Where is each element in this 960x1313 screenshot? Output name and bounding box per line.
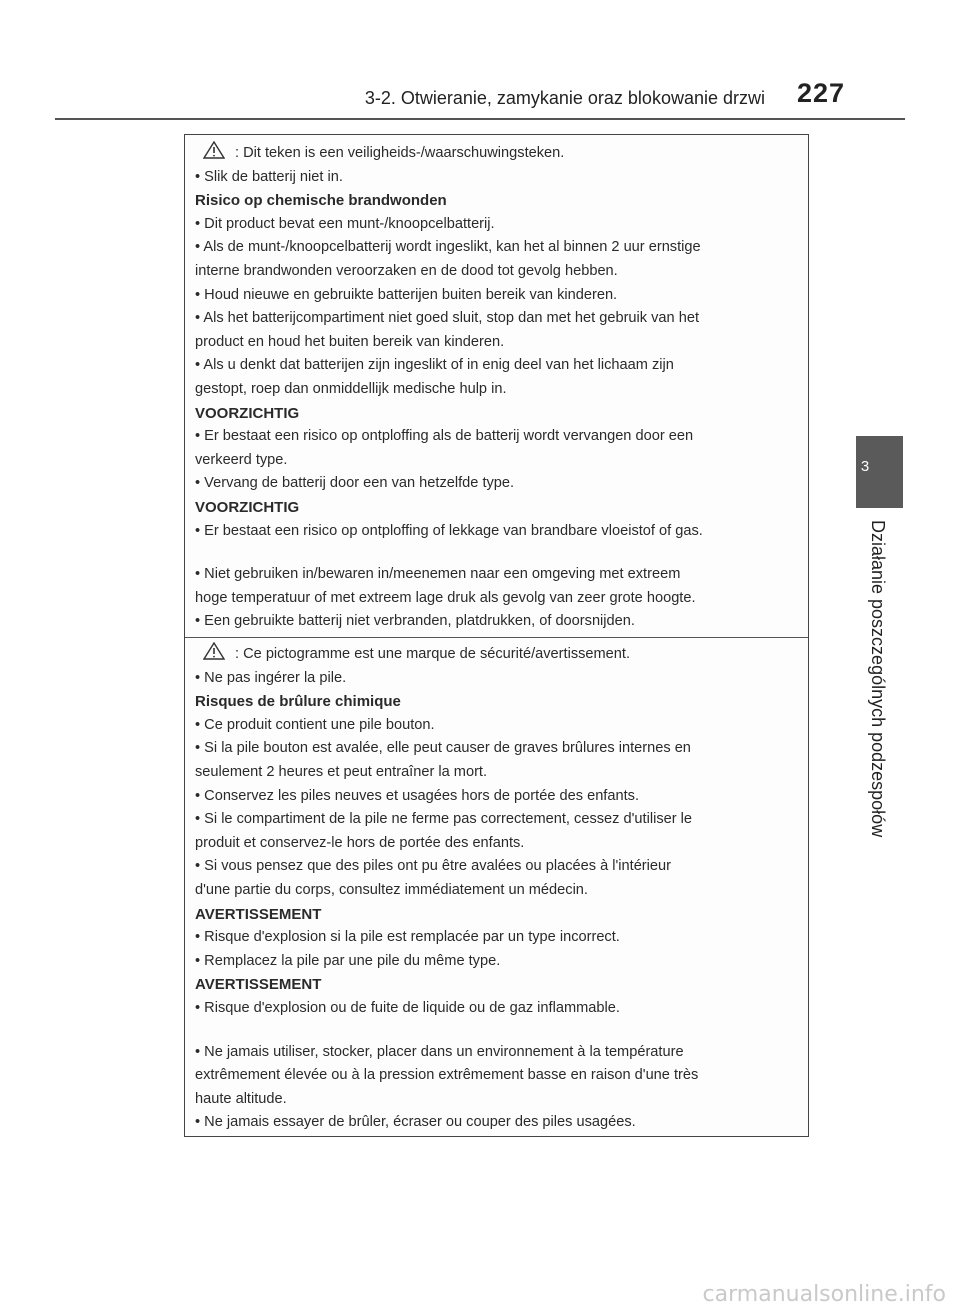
notice-line: • Slik de batterij niet in.	[195, 168, 343, 185]
notice-line: • Houd nieuwe en gebruikte batterijen buiten bereik van kinderen.	[195, 286, 618, 303]
notice-line: produit et conservez-le hors de portée des enfants.	[195, 834, 525, 851]
notice-line: • Risque d'explosion ou de fuite de liquide ou de gaz inflammable.	[195, 999, 620, 1016]
notice-heading: AVERTISSEMENT	[195, 976, 322, 994]
warning-triangle-icon	[203, 642, 225, 660]
notice-line: d'une partie du corps, consultez immédiatement un médecin.	[195, 881, 588, 898]
notice-line: • Er bestaat een risico op ontploffing als de batterij wordt vervangen door een	[195, 428, 694, 445]
notice-line: • Niet gebruiken in/bewaren in/meenemen naar een omgeving met extreem	[195, 566, 681, 583]
notice-french-lines	[195, 667, 798, 1135]
watermark: carmanualsonline.info	[702, 1282, 946, 1307]
notice-line: • Si la pile bouton est avalée, elle peut causer de graves brûlures internes en	[195, 740, 691, 757]
notice-heading: Risques de brûlure chimique	[195, 693, 401, 711]
notice-line: seulement 2 heures et peut entraîner la mort.	[195, 763, 488, 780]
chapter-tab[interactable]	[856, 436, 903, 508]
notice-line: hoge temperatuur of met extreem lage druk als gevolg van zeer grote hoogte.	[195, 589, 696, 606]
notice-line: extrêmement élevée ou à la pression extrêmement basse en raison d'une très	[195, 1067, 699, 1084]
warning-symbol-text: : Dit teken is een veiligheids-/waarschuwingsteken.	[235, 145, 565, 161]
notice-line: • Als het batterijcompartiment niet goed sluit, stop dan met het gebruik van het	[195, 310, 700, 327]
notice-line: • Si vous pensez que des piles ont pu être avalées ou placées à l'intérieur	[195, 858, 671, 875]
notice-line: • Remplacez la pile par une pile du même type.	[195, 952, 501, 969]
notice-line: • Si le compartiment de la pile ne ferme pas correctement, cessez d'utiliser le	[195, 811, 692, 828]
notice-line: • Ne pas ingérer la pile.	[195, 669, 347, 686]
notice-line: • Ce produit contient une pile bouton.	[195, 716, 435, 733]
page-number: 227	[796, 78, 845, 108]
notice-line: • Conservez les piles neuves et usagées hors de portée des enfants.	[195, 787, 639, 804]
battery-notice-image	[184, 134, 809, 1137]
notice-line: • Risque d'explosion si la pile est remplacée par un type incorrect.	[195, 929, 620, 946]
notice-line: • Dit product bevat een munt-/knoopcelbatterij.	[195, 215, 495, 232]
warning-symbol-line	[195, 141, 798, 166]
chapter-label: Działanie poszczególnych podzespołów	[868, 520, 888, 838]
notice-heading: AVERTISSEMENT	[195, 905, 322, 923]
page-header	[55, 78, 905, 120]
notice-line: • Vervang de batterij door een van hetzelfde type.	[195, 475, 515, 492]
notice-line: interne brandwonden veroorzaken en de dood tot gevolg hebben.	[195, 262, 618, 279]
warning-symbol-line	[195, 642, 798, 667]
notice-line: gestopt, roep dan onmiddellijk medische hulp in.	[195, 380, 507, 397]
notice-heading: VOORZICHTIG	[195, 404, 300, 422]
notice-line: • Ne jamais essayer de brûler, écraser ou couper des piles usagées.	[195, 1114, 636, 1131]
notice-line: haute altitude.	[195, 1090, 287, 1107]
section-title: 3-2. Otwieranie, zamykanie oraz blokowanie drzwi	[364, 88, 765, 108]
notice-line: product en houd het buiten bereik van kinderen.	[195, 333, 505, 350]
notice-dutch	[185, 141, 808, 635]
notice-line: • Een gebruikte batterij niet verbranden, platdrukken, of doorsnijden.	[195, 613, 635, 630]
notice-dutch-lines	[195, 166, 798, 634]
notice-line: • Als de munt-/knoopcelbatterij wordt ingeslikt, kan het al binnen 2 uur ernstige	[195, 239, 701, 256]
chapter-number: 3	[860, 458, 870, 475]
notice-line: verkeerd type.	[195, 451, 288, 468]
warning-symbol-text: : Ce pictogramme est une marque de sécurité/avertissement.	[235, 646, 631, 662]
notice-french	[185, 637, 808, 1137]
warning-triangle-icon	[203, 141, 225, 159]
notice-heading: Risico op chemische brandwonden	[195, 192, 447, 210]
notice-heading: VOORZICHTIG	[195, 498, 300, 516]
notice-line: • Ne jamais utiliser, stocker, placer dans un environnement à la température	[195, 1043, 684, 1060]
notice-line: • Er bestaat een risico op ontploffing of lekkage van brandbare vloeistof of gas.	[195, 522, 703, 539]
notice-line: • Als u denkt dat batterijen zijn ingeslikt of in enig deel van het lichaam zijn	[195, 357, 674, 374]
